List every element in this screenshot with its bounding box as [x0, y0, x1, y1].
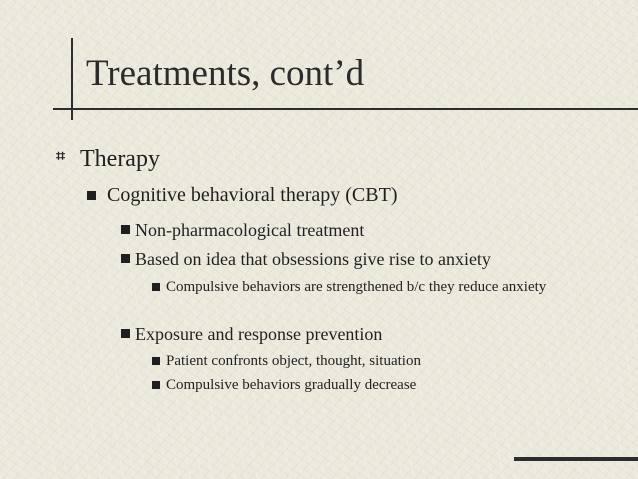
bullet-exposure-response: Exposure and response prevention: [135, 324, 383, 344]
bullet-patient-confronts: Patient confronts object, thought, situation: [166, 353, 421, 369]
square-bullet-icon: [152, 381, 160, 389]
slide-title: Treatments, cont’d: [86, 53, 365, 94]
square-bullet-icon: [121, 329, 130, 338]
bullet-non-pharmacological: Non-pharmacological treatment: [135, 220, 365, 240]
square-bullet-icon: [152, 283, 160, 291]
bullet-cbt: Cognitive behavioral therapy (CBT): [107, 184, 398, 206]
square-bullet-icon: [121, 254, 130, 263]
square-bullet-icon: [121, 225, 130, 234]
bullet-compulsive-strengthened: Compulsive behaviors are strengthened b/c they reduce anxiety: [166, 279, 547, 295]
footer-rule: [514, 457, 638, 461]
square-bullet-icon: [152, 357, 160, 365]
hash-bullet-icon: ⌗: [56, 146, 66, 165]
bullet-therapy: Therapy: [80, 146, 160, 172]
bullet-based-on-idea: Based on idea that obsessions give rise to anxiety: [135, 249, 491, 269]
square-bullet-icon: [87, 191, 96, 200]
bullet-compulsive-decrease: Compulsive behaviors gradually decrease: [166, 377, 417, 393]
title-horizontal-rule: [53, 108, 638, 110]
